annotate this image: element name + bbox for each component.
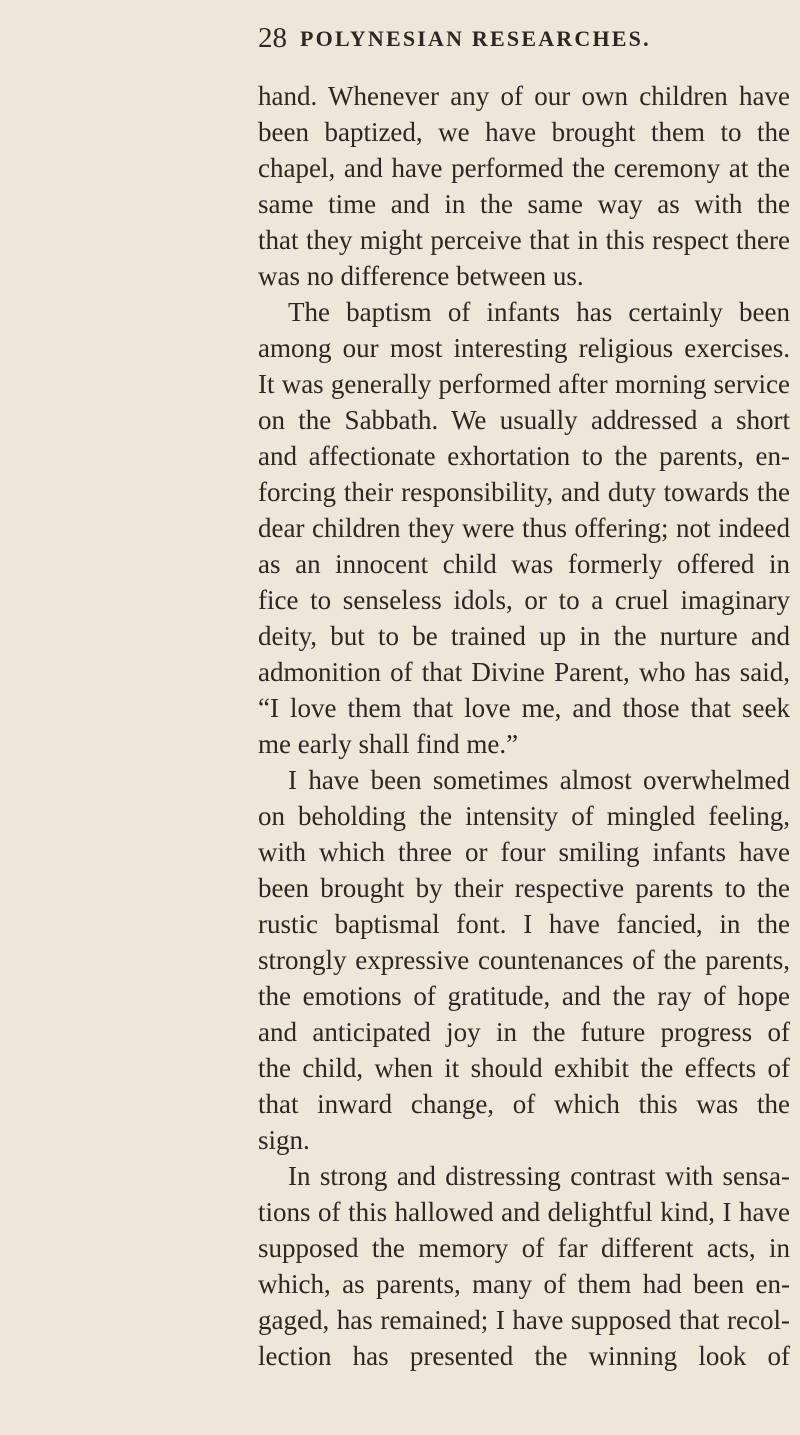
text-line: strongly expressive countenances of the parents,	[258, 945, 790, 975]
text-line: been brought by their respective parents to the	[258, 873, 790, 903]
text-line: deity, but to be trained up in the nurture and	[258, 621, 790, 651]
text-line: hand. Whenever any of our own children have	[258, 81, 790, 111]
text-line: “I love them that love me, and those that seek	[258, 693, 790, 723]
text-line: been baptized, we have brought them to the	[258, 117, 790, 147]
text-line: The baptism of infants has certainly been	[288, 297, 790, 327]
text-line: rustic baptismal font. I have fancied, in the	[258, 909, 790, 939]
text-line: on beholding the intensity of mingled feeling,	[258, 801, 790, 831]
text-line: that they might perceive that in this respect there	[258, 225, 790, 255]
text-line: among our most interesting religious exercises.	[258, 333, 790, 363]
text-line: I have been sometimes almost overwhelmed	[288, 765, 790, 795]
text-line: and anticipated joy in the future progress of	[258, 1017, 790, 1047]
text-line: tions of this hallowed and delightful kind, I have	[258, 1197, 790, 1227]
text-line: was no difference between us.	[258, 261, 584, 291]
text-line: with which three or four smiling infants have	[258, 837, 790, 867]
text-line: supposed the memory of far different acts, in	[258, 1233, 790, 1263]
text-line: In strong and distressing contrast with sensa-	[288, 1161, 790, 1191]
text-line: that inward change, of which this was the	[258, 1089, 790, 1119]
text-line: It was generally performed after morning service	[258, 369, 790, 399]
page-header	[258, 22, 790, 62]
text-line: fice to senseless idols, or to a cruel imaginary	[258, 585, 790, 615]
running-title: POLYNESIAN RESEARCHES.	[300, 26, 651, 51]
text-line: gaged, has remained; I have supposed that recol-	[258, 1305, 790, 1335]
text-line: lection has presented the winning look of	[258, 1341, 790, 1371]
text-line: on the Sabbath. We usually addressed a short	[258, 405, 790, 435]
text-line: chapel, and have performed the ceremony at the	[258, 153, 790, 183]
text-line: the child, when it should exhibit the effects of	[258, 1053, 790, 1083]
text-line: sign.	[258, 1125, 310, 1155]
text-line: forcing their responsibility, and duty towards the	[258, 477, 790, 507]
text-line: admonition of that Divine Parent, who has said,	[258, 657, 790, 687]
text-line: which, as parents, many of them had been en-	[258, 1269, 790, 1299]
text-line: same time and in the same way as with the	[258, 189, 790, 219]
page-number: 28	[258, 22, 287, 54]
text-line: the emotions of gratitude, and the ray of hope	[258, 981, 790, 1011]
text-line: and affectionate exhortation to the parents, en-	[258, 441, 790, 471]
text-line: me early shall find me.”	[258, 729, 519, 759]
body-text	[258, 78, 790, 1374]
text-line: as an innocent child was formerly offered in	[258, 549, 790, 579]
text-line: dear children they were thus offering; not indeed	[258, 513, 790, 543]
